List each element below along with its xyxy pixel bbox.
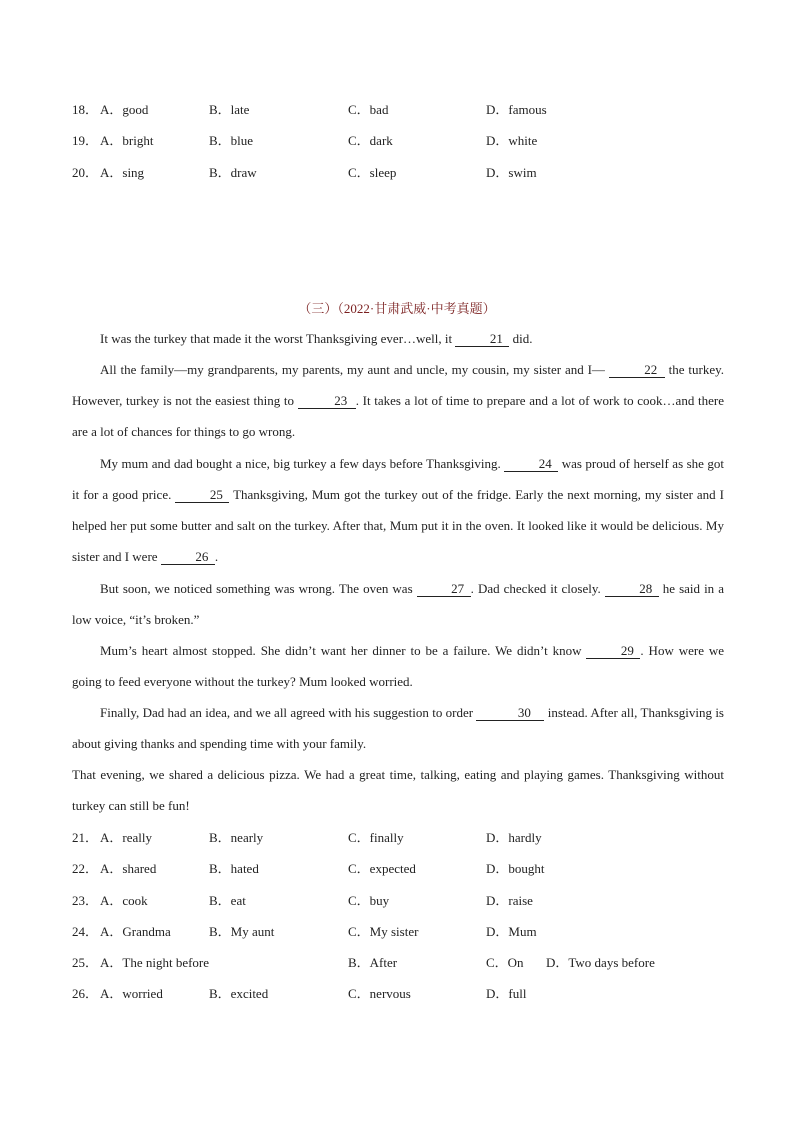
question-number: 24． bbox=[72, 924, 99, 939]
option-c: C．buy bbox=[348, 893, 390, 908]
passage-paragraph-4 bbox=[72, 573, 724, 635]
question-number: 19． bbox=[72, 133, 99, 148]
option-c: C．nervous bbox=[348, 986, 411, 1001]
passage-text: But soon, we noticed something was wrong. The oven was bbox=[100, 581, 417, 596]
passage-paragraph-6 bbox=[72, 697, 724, 759]
option-d: D．swim bbox=[486, 165, 537, 180]
option-d: D．Mum bbox=[486, 924, 537, 939]
passage-text: It was the turkey that made it the worst Thanksgiving ever…well, it bbox=[100, 331, 456, 346]
passage-text: All the family—my grandparents, my parents, my aunt and uncle, my cousin, my sister and I— bbox=[100, 362, 609, 377]
blank-28: 28 bbox=[605, 582, 659, 597]
option-b: B．blue bbox=[209, 133, 254, 148]
option-b: B．nearly bbox=[209, 830, 264, 845]
passage-text: My mum and dad bought a nice, big turkey a few days before Thanksgiving. bbox=[100, 456, 505, 471]
option-b: B．late bbox=[209, 102, 250, 117]
blank-25: 25 bbox=[175, 488, 229, 503]
option-a: A．The night before bbox=[100, 955, 210, 970]
option-b: B．draw bbox=[209, 165, 257, 180]
passage-text: . Dad checked it closely. bbox=[470, 581, 605, 596]
blank-23: 23 bbox=[298, 394, 356, 409]
option-a: A．worried bbox=[100, 986, 163, 1001]
blank-30: 30 bbox=[476, 706, 544, 721]
option-a: A．really bbox=[100, 830, 152, 845]
option-c: C．dark bbox=[348, 133, 393, 148]
blank-29: 29 bbox=[586, 644, 640, 659]
passage-text: Finally, Dad had an idea, and we all agreed with his suggestion to order bbox=[100, 705, 477, 720]
option-b: B．My aunt bbox=[209, 924, 275, 939]
option-d: D．famous bbox=[486, 102, 547, 117]
option-c: C．My sister bbox=[348, 924, 419, 939]
blank-21: 21 bbox=[455, 332, 509, 347]
option-d: D．hardly bbox=[486, 830, 542, 845]
passage-text: . How were we going to feed everyone without the turkey? Mum looked worried. bbox=[72, 643, 724, 689]
option-a: A．bright bbox=[100, 133, 154, 148]
option-b: B．After bbox=[348, 955, 398, 970]
passage-paragraph-1 bbox=[72, 323, 724, 354]
option-a: A．sing bbox=[100, 165, 145, 180]
question-number: 22． bbox=[72, 861, 99, 876]
passage-paragraph-2 bbox=[72, 354, 724, 447]
blank-26: 26 bbox=[161, 550, 215, 565]
option-a: A．shared bbox=[100, 861, 157, 876]
passage-text: Thanksgiving, Mum got the turkey out of the fridge. Early the next morning, my sister and I helped her put some butter and salt on the turkey. After that, Mum put it in the oven. It looked like it would be delicious. My sister and I were bbox=[72, 487, 724, 564]
option-a: A．cook bbox=[100, 893, 148, 908]
option-d: D．raise bbox=[486, 893, 533, 908]
question-number: 25． bbox=[72, 955, 99, 970]
passage-paragraph-3 bbox=[72, 448, 724, 572]
passage-text: . bbox=[214, 549, 219, 564]
question-number: 18． bbox=[72, 102, 99, 117]
question-number: 20． bbox=[72, 165, 99, 180]
option-b: B．hated bbox=[209, 861, 259, 876]
blank-22: 22 bbox=[609, 363, 665, 378]
option-c: C．sleep bbox=[348, 165, 397, 180]
question-number: 23． bbox=[72, 893, 99, 908]
option-d: D．white bbox=[486, 133, 538, 148]
blank-24: 24 bbox=[504, 457, 558, 472]
option-c: C．expected bbox=[348, 861, 416, 876]
passage-text: . It takes a lot of time to prepare and a lot of work to cook…and there are a lot of chances for things to go wrong. bbox=[72, 393, 724, 439]
passage-text: the turkey. However, turkey is not the easiest thing to bbox=[72, 362, 725, 408]
passage-text: he said in a low voice, “it’s broken.” bbox=[72, 581, 724, 627]
option-d: D．Two days before bbox=[546, 955, 655, 970]
section-title: （三）（2022·甘肃武威·中考真题） bbox=[298, 301, 496, 316]
option-c: C．bad bbox=[348, 102, 389, 117]
option-a: A．Grandma bbox=[100, 924, 171, 939]
blank-27: 27 bbox=[417, 582, 471, 597]
option-d: D．full bbox=[486, 986, 527, 1001]
option-b: B．eat bbox=[209, 893, 246, 908]
option-b: B．excited bbox=[209, 986, 269, 1001]
passage-paragraph-5 bbox=[72, 635, 724, 697]
question-number: 26． bbox=[72, 986, 99, 1001]
option-d: D．bought bbox=[486, 861, 545, 876]
passage-text: Mum’s heart almost stopped. She didn’t want her dinner to be a failure. We didn’t know bbox=[100, 643, 587, 658]
passage-text: did. bbox=[509, 331, 533, 346]
passage-text: instead. After all, Thanksgiving is about giving thanks and spending time with your family. bbox=[72, 705, 724, 751]
passage-paragraph-7: That evening, we shared a delicious pizza. We had a great time, talking, eating and playing games. Thanksgiving without turkey can still be fun! bbox=[72, 767, 724, 813]
question-number: 21． bbox=[72, 830, 99, 845]
option-c: C．finally bbox=[348, 830, 404, 845]
option-a: A．good bbox=[100, 102, 149, 117]
passage-text: was proud of herself as she got it for a good price. bbox=[72, 456, 724, 502]
option-c: C．On bbox=[486, 955, 524, 970]
